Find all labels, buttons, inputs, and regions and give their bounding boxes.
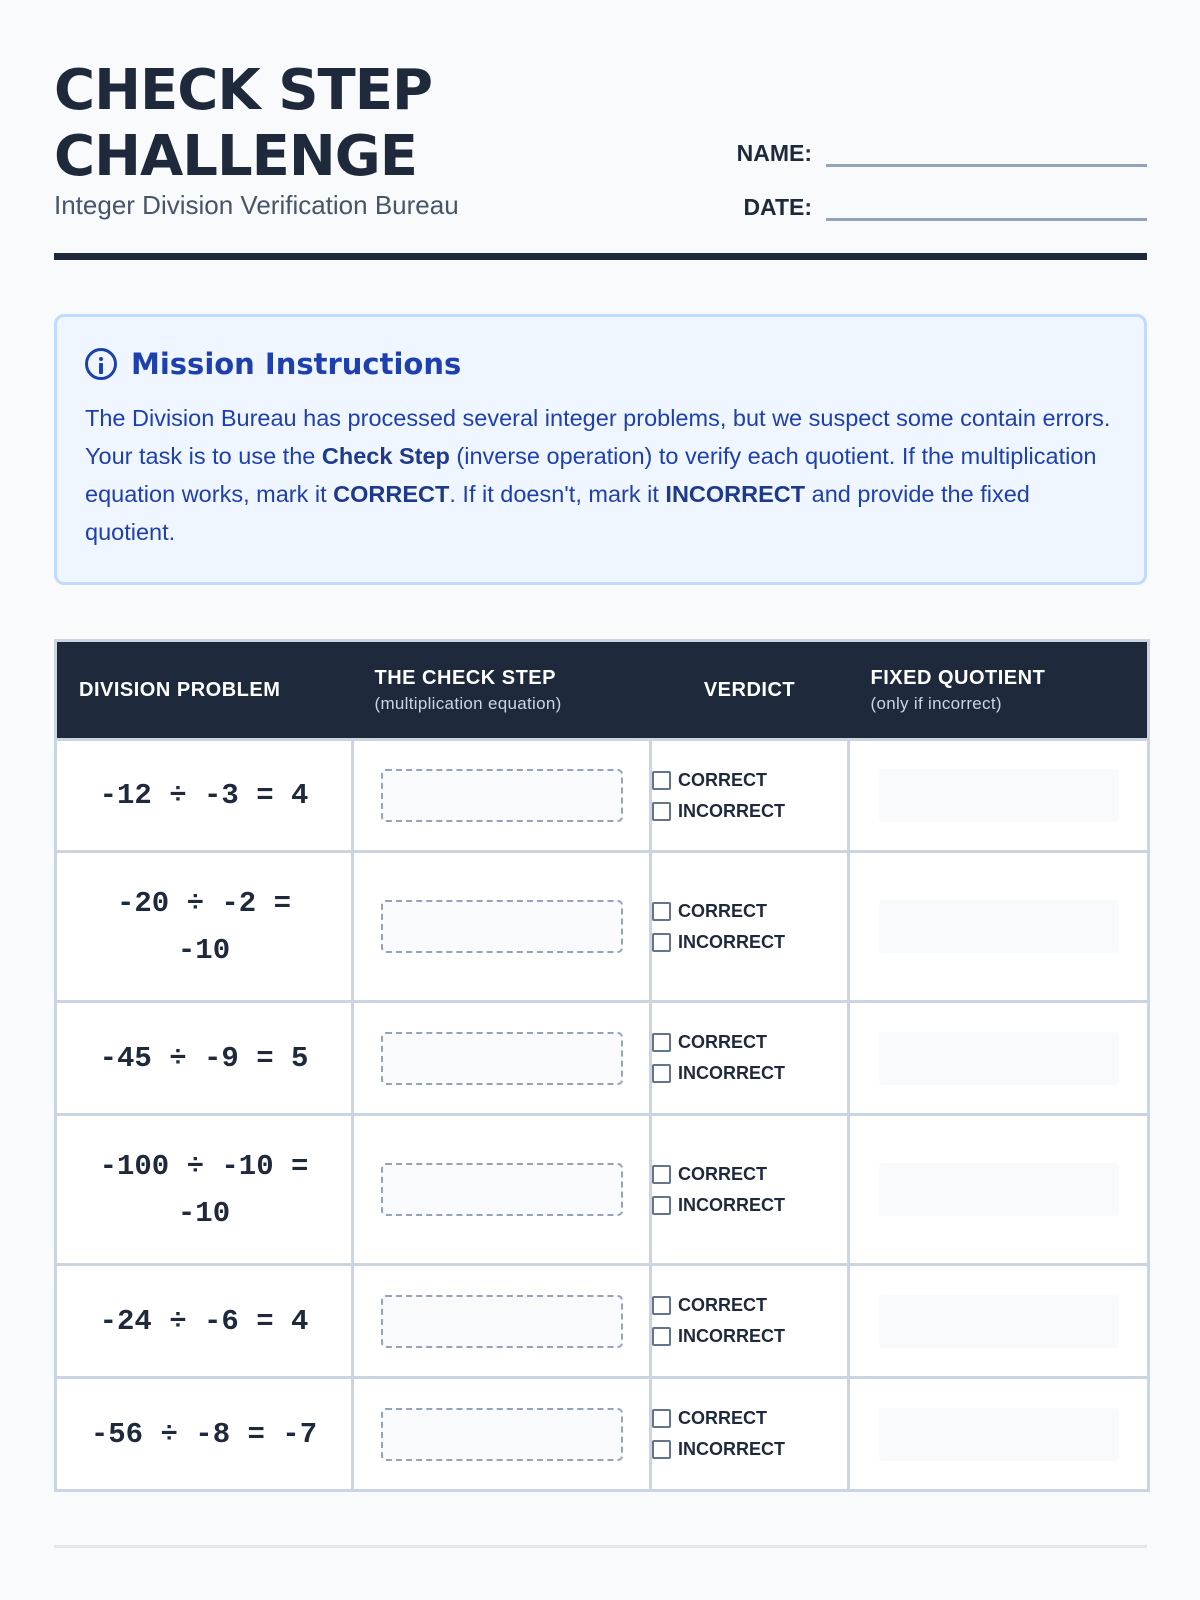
check-step-cell [353,1378,651,1491]
problem-cell [56,1115,353,1265]
incorrect-checkbox[interactable] [652,1440,671,1459]
page-title [54,58,432,190]
instructions-text-1: The Division Bureau has processed several integer problems, but we suspect some contain errors. Your task is to use the [85,405,1111,469]
date-field [692,193,1147,221]
table-row [56,852,1149,1002]
verdict-correct-option[interactable] [652,1027,847,1058]
check-step-input[interactable] [381,1163,623,1216]
instructions-bold-check-step: Check Step [321,443,450,469]
correct-label: CORRECT [678,769,767,790]
header-check-step [353,641,651,740]
instructions-text-4: and provide the fixed quotient. [85,481,1030,545]
problem-cell [56,1002,353,1115]
correct-checkbox[interactable] [652,771,671,790]
division-problem: -45 ÷ -9 = 5 [99,1041,309,1075]
header-divider [54,253,1147,260]
fixed-quotient-input[interactable] [879,1032,1119,1085]
instructions-title: Mission Instructions [131,347,462,381]
check-step-cell [353,852,651,1002]
instructions-bold-incorrect: INCORRECT [665,481,806,507]
problems-table [54,639,1150,1492]
verdict-cell [651,1265,849,1378]
check-step-cell [353,1115,651,1265]
check-step-input[interactable] [381,1408,623,1461]
verdict-correct-option[interactable] [652,896,847,927]
verdict-correct-option[interactable] [652,1403,847,1434]
instructions-header [85,347,1116,381]
fixed-quotient-input[interactable] [879,769,1119,822]
table-row [56,1002,1149,1115]
instructions-bold-correct: CORRECT [333,481,450,507]
name-input-line[interactable] [826,139,1147,167]
incorrect-label: INCORRECT [678,800,785,821]
incorrect-checkbox[interactable] [652,1327,671,1346]
check-step-input[interactable] [381,900,623,953]
verdict-incorrect-option[interactable] [652,1321,847,1352]
fixed-quotient-cell [849,852,1149,1002]
incorrect-checkbox[interactable] [652,1064,671,1083]
header-verdict [651,641,849,740]
incorrect-label: INCORRECT [678,1063,785,1083]
fixed-quotient-cell [849,740,1149,852]
fixed-quotient-input[interactable] [879,900,1119,953]
division-problem: -100 ÷ -10 = -10 [99,1149,309,1230]
check-step-input[interactable] [381,769,623,822]
worksheet-page [54,0,1147,1459]
correct-label: CORRECT [678,1295,767,1315]
problem-cell [56,1265,353,1378]
incorrect-label: INCORRECT [678,1194,785,1215]
table-row [56,740,1149,852]
problem-cell [56,1378,353,1491]
check-step-input[interactable] [381,1032,623,1085]
check-step-cell [353,1265,651,1378]
instructions-text-3: . If it doesn't, mark it [449,481,666,507]
header-division-problem [56,641,353,740]
instructions-panel [54,314,1147,585]
incorrect-checkbox[interactable] [652,933,671,952]
header-check-step-sub: (multiplication equation) [374,693,562,713]
division-problem: -56 ÷ -8 = -7 [90,1417,318,1451]
incorrect-label: INCORRECT [678,931,785,952]
table-row [56,1378,1149,1491]
info-icon-bar [99,363,103,374]
incorrect-checkbox[interactable] [652,1196,671,1215]
correct-label: CORRECT [678,1408,767,1428]
title-line-2: CHALLENGE [54,124,418,189]
fixed-quotient-input[interactable] [879,1408,1119,1461]
correct-checkbox[interactable] [652,902,671,921]
instructions-text [85,399,1116,551]
division-problem: -20 ÷ -2 = -10 [116,886,292,967]
verdict-correct-option[interactable] [652,1159,847,1190]
incorrect-label: INCORRECT [678,1326,785,1346]
name-field [692,139,1147,167]
table-row [56,1265,1149,1378]
verdict-incorrect-option[interactable] [652,1058,847,1089]
table-header-row [56,641,1149,740]
verdict-cell [651,1115,849,1265]
date-input-line[interactable] [826,193,1147,221]
problem-cell [56,852,353,1002]
header-division-problem-label: DIVISION PROBLEM [79,678,281,701]
verdict-incorrect-option[interactable] [652,1190,847,1221]
correct-label: CORRECT [678,1032,767,1052]
footer-divider [54,1545,1147,1548]
table-row [56,1115,1149,1265]
verdict-cell [651,740,849,852]
fixed-quotient-cell [849,1265,1149,1378]
check-step-input[interactable] [381,1295,623,1348]
date-label: DATE: [743,194,812,220]
fixed-quotient-input[interactable] [879,1163,1119,1216]
header-check-step-label: THE CHECK STEP [374,666,556,689]
verdict-cell [651,1002,849,1115]
verdict-correct-option[interactable] [652,765,847,796]
title-line-1: CHECK STEP [54,58,433,123]
check-step-cell [353,1002,651,1115]
fixed-quotient-cell [849,1115,1149,1265]
verdict-incorrect-option[interactable] [652,1434,847,1465]
check-step-cell [353,740,651,852]
correct-label: CORRECT [678,900,767,921]
fixed-quotient-cell [849,1378,1149,1491]
incorrect-label: INCORRECT [678,1439,785,1459]
correct-checkbox[interactable] [652,1409,671,1428]
fixed-quotient-cell [849,1002,1149,1115]
fixed-quotient-input[interactable] [879,1295,1119,1348]
correct-checkbox[interactable] [652,1296,671,1315]
division-problem: -24 ÷ -6 = 4 [99,1304,309,1338]
header-verdict-label: VERDICT [703,678,796,701]
info-icon-dot [99,357,103,361]
name-label: NAME: [736,140,812,166]
verdict-cell [651,1378,849,1491]
problem-cell [56,740,353,852]
verdict-cell [651,852,849,1002]
verdict-incorrect-option[interactable] [652,796,847,827]
header-fixed-quotient-label: FIXED QUOTIENT [870,666,1046,689]
info-icon [85,348,117,380]
verdict-correct-option[interactable] [652,1290,847,1321]
correct-label: CORRECT [678,1163,767,1184]
correct-checkbox[interactable] [652,1165,671,1184]
instructions-text-2: (inverse operation) to verify each quotient. If the multiplication equation works, mark it [85,443,1097,507]
incorrect-checkbox[interactable] [652,802,671,821]
correct-checkbox[interactable] [652,1033,671,1052]
header-fixed-quotient-sub: (only if incorrect) [870,693,1002,713]
division-problem: -12 ÷ -3 = 4 [99,779,309,812]
header [54,0,1147,262]
page-subtitle: Integer Division Verification Bureau [54,190,459,220]
header-fixed-quotient [849,641,1149,740]
verdict-incorrect-option[interactable] [652,927,847,958]
